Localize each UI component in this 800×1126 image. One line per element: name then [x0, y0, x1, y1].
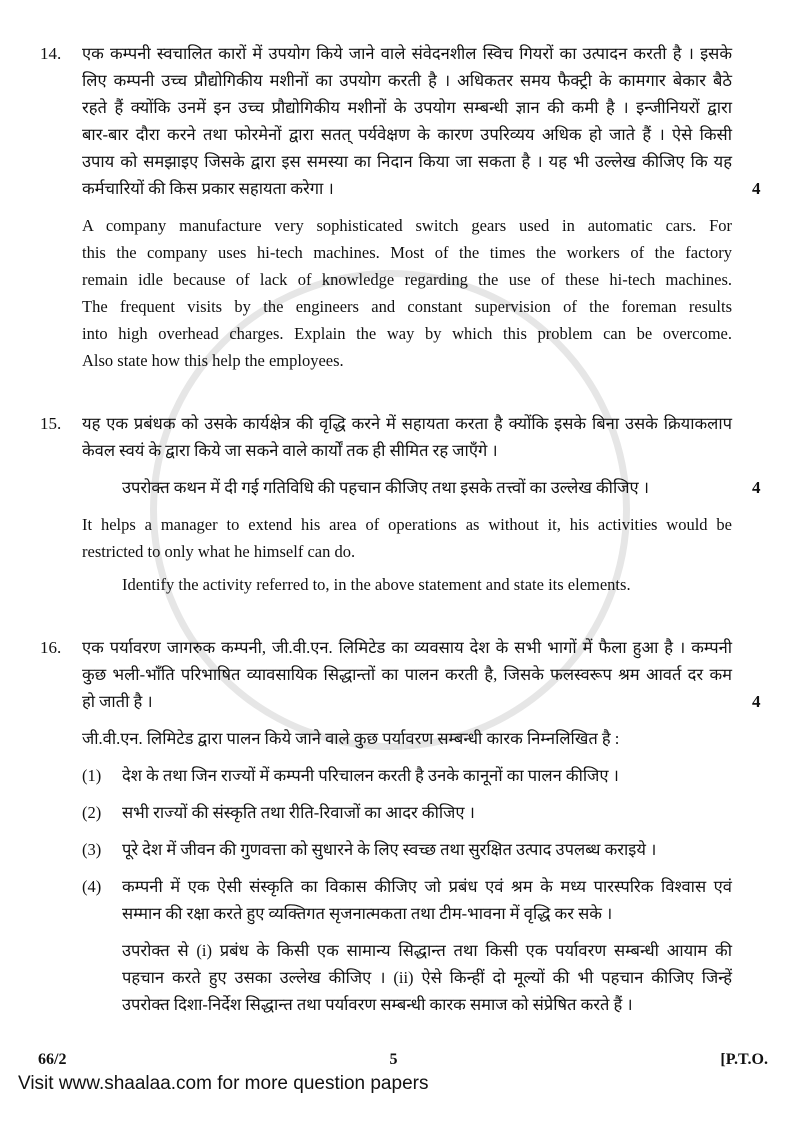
list-item-label: (4)	[82, 877, 102, 896]
q15-hindi-task: उपरोक्त कथन में दी गई गतिविधि की पहचान कीजिए तथा इसके तत्त्वों का उल्लेख कीजिए ।	[122, 478, 649, 497]
list-item-text: सम्मान की रक्षा करते हुए व्यक्तिगत सृजनात्मकता तथा टीम-भावना में वृद्धि कर सके ।	[122, 904, 613, 923]
q14-english-line: A company manufacture very sophisticated switch gears used in automatic cars. For	[82, 216, 732, 235]
q15-english-line: It helps a manager to extend his area of operations as without it, his activities would be	[82, 515, 732, 534]
q15-hindi-line: यह एक प्रबंधक को उसके कार्यक्षेत्र की वृद्धि करने में सहायता करता है क्योंकि इसके बिना उसके क्रियाकलाप	[82, 414, 732, 433]
paper-code: 66/2	[38, 1051, 67, 1068]
pto-label: [P.T.O.	[720, 1051, 768, 1068]
list-item-text: सभी राज्यों की संस्कृति तथा रीति-रिवाजों का आदर कीजिए ।	[122, 803, 475, 822]
page-number: 5	[389, 1051, 398, 1068]
list-item	[82, 873, 732, 927]
question-marks: 4	[752, 478, 761, 497]
page-footer	[38, 1050, 768, 1070]
list-item-text: कम्पनी में एक ऐसी संस्कृति का विकास कीजिए जो प्रबंध एवं श्रम के मध्य पारस्परिक विश्वास एवं	[122, 877, 732, 896]
question-number: 16.	[40, 638, 62, 657]
q16-task-line: पहचान करते हुए उसका उल्लेख कीजिए । (ii) ऐसे किन्हीं दो मूल्यों की भी पहचान कीजिए जिन्हें	[122, 968, 732, 987]
q16-intro: जी.वी.एन. लिमिटेड द्वारा पालन किये जाने वाले कुछ पर्यावरण सम्बन्धी कारक निम्नलिखित है :	[82, 729, 620, 748]
question-marks: 4	[752, 179, 761, 198]
list-item-label: (3)	[82, 840, 102, 859]
list-item	[82, 799, 732, 826]
q14-english-line: remain idle because of lack of knowledge regarding the use of these hi-tech machines.	[82, 270, 732, 289]
q16-task-line: उपरोक्त से (i) प्रबंध के किसी एक सामान्य सिद्धान्त तथा किसी एक पर्यावरण सम्बन्धी आयाम की	[122, 941, 732, 960]
q14-english-line: Also state how this help the employees.	[82, 351, 344, 370]
q16-hindi-line: कुछ भली-भाँति परिभाषित व्यावसायिक सिद्धान्तों का पालन करती है, जिसके फलस्वरूप श्रम आवर्त दर कम	[82, 665, 732, 684]
question-marks: 4	[752, 692, 761, 711]
q14-english-line: this the company uses hi-tech machines. Most of the times the workers of the factory	[82, 243, 732, 262]
q14-hindi-line: एक कम्पनी स्वचालित कारों में उपयोग किये जाने वाले संवेदनशील स्विच गियरों का उत्पादन करती है । इसके	[82, 44, 732, 63]
q16-hindi-line: हो जाती है ।	[82, 692, 153, 711]
list-item-text: देश के तथा जिन राज्यों में कम्पनी परिचालन करती है उनके कानूनों का पालन कीजिए ।	[122, 766, 619, 785]
visit-banner: Visit www.shaalaa.com for more question papers	[18, 1073, 429, 1094]
list-item-label: (2)	[82, 803, 102, 822]
q14-hindi-line: लिए कम्पनी उच्च प्रौद्योगिकीय मशीनों का उपयोग करती है । अधिकतर समय फैक्ट्री के कामगार बेकार बैठे	[82, 71, 732, 90]
q16-task-line: उपरोक्त दिशा-निर्देश सिद्धान्त तथा पर्यावरण सम्बन्धी कारक समाज को संप्रेषित करते हैं ।	[122, 995, 633, 1014]
list-item-text: पूरे देश में जीवन की गुणवत्ता को सुधारने के लिए स्वच्छ तथा सुरक्षित उत्पाद उपलब्ध कराइये ।	[122, 840, 657, 859]
q15-english-task: Identify the activity referred to, in the above statement and state its elements.	[122, 575, 631, 594]
q15-english-line: restricted to only what he himself can do.	[82, 542, 356, 561]
q14-hindi-line: कर्मचारियों की किस प्रकार सहायता करेगा ।	[82, 179, 334, 198]
q16-hindi-line: एक पर्यावरण जागरुक कम्पनी, जी.वी.एन. लिमिटेड का व्यवसाय देश के सभी भागों में फैला हुआ है । कम्पनी	[82, 638, 732, 657]
question-number: 15.	[40, 414, 62, 433]
q14-hindi-line: उपाय को समझाइए जिसके द्वारा इस समस्या का निदान किया जा सकता है । यह भी उल्लेख कीजिए कि यह	[82, 152, 732, 171]
question-number: 14.	[40, 44, 62, 63]
q14-english-line: The frequent visits by the engineers and constant supervision of the foreman results	[82, 297, 732, 316]
list-item-label: (1)	[82, 766, 102, 785]
q14-english-line: into high overhead charges. Explain the way by which this problem can be overcome.	[82, 324, 732, 343]
q14-hindi-line: रहते हैं क्योंकि उनमें इन उच्च प्रौद्योगिकीय मशीनों के उपयोग सम्बन्धी ज्ञान की कमी है । इन्जीनियरों द्वारा	[82, 98, 732, 117]
q15-hindi-line: केवल स्वयं के द्वारा किये जा सकने वाले कार्यों तक ही सीमित रह जाएँगे ।	[82, 441, 498, 460]
q14-hindi-line: बार-बार दौरा करने तथा फोरमेनों द्वारा सतत् पर्यवेक्षण के कारण उपरिव्यय अधिक हो जाते हैं । ऐसे किसी	[82, 125, 732, 144]
list-item	[82, 836, 732, 863]
list-item	[82, 762, 732, 789]
